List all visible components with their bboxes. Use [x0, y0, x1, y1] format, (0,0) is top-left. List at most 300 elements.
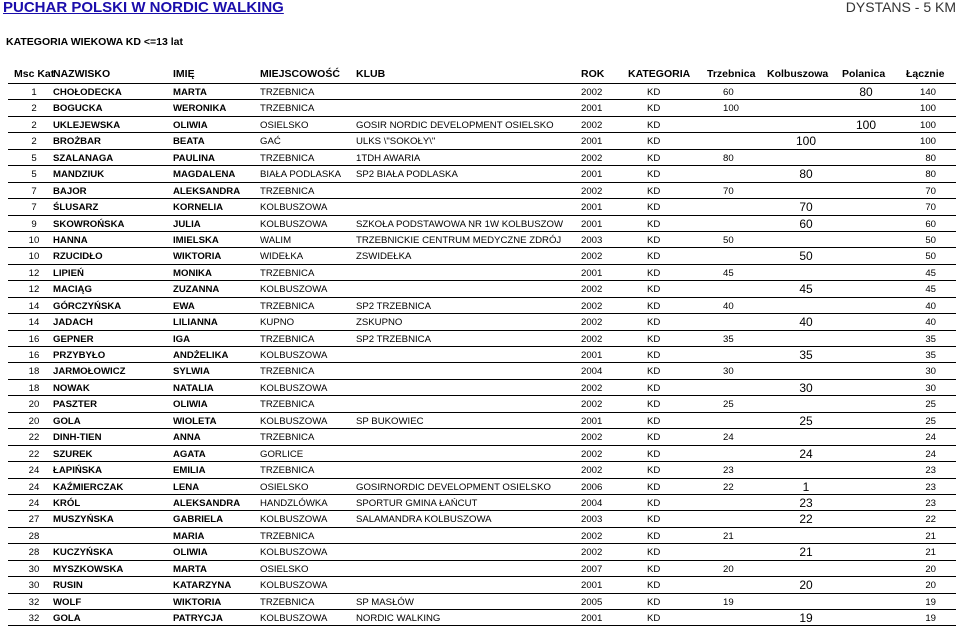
cell-kategoria: KD: [647, 136, 661, 148]
cell-imie: OLIWIA: [173, 119, 208, 131]
table-row: [0, 528, 960, 544]
cell-msc: 10: [28, 251, 40, 263]
cell-kategoria: KD: [647, 119, 661, 131]
cell-kolbuszowa: 35: [799, 348, 813, 362]
table-row: [0, 117, 960, 133]
cell-lacznie: 50: [925, 251, 936, 263]
cell-rok: 2002: [581, 399, 603, 411]
cell-kategoria: KD: [647, 284, 661, 296]
cell-lacznie: 40: [925, 300, 936, 312]
cell-rok: 2002: [581, 185, 603, 197]
cell-klub: SP BUKOWIEC: [356, 415, 424, 427]
table-row: [0, 610, 960, 626]
cell-msc: 24: [28, 481, 40, 493]
cell-miejscowosc: KOLBUSZOWA: [260, 382, 328, 394]
cell-kategoria: KD: [647, 169, 661, 181]
cell-imie: EMILIA: [173, 465, 206, 477]
cell-miejscowosc: WALIM: [260, 234, 292, 246]
cell-rok: 2007: [581, 563, 603, 575]
page-title[interactable]: PUCHAR POLSKI W NORDIC WALKING: [3, 0, 284, 16]
cell-rok: 2002: [581, 87, 603, 98]
cell-klub: ZSKUPNO: [356, 317, 403, 329]
cell-miejscowosc: TRZEBNICA: [260, 333, 315, 345]
cell-kategoria: KD: [647, 497, 661, 509]
cell-klub: SZKOŁA PODSTAWOWA NR 1W KOLBUSZOW: [356, 218, 563, 230]
cell-msc: 1: [31, 87, 37, 98]
cell-imie: KORNELIA: [173, 202, 224, 214]
cell-rok: 2002: [581, 300, 603, 312]
cell-nazwisko: SKOWROŃSKA: [53, 218, 125, 230]
cell-nazwisko: RZUCIDŁO: [53, 251, 103, 263]
cell-msc: 30: [28, 563, 40, 575]
cell-nazwisko: PASZTER: [53, 399, 98, 411]
cell-nazwisko: GOLA: [53, 415, 81, 427]
cell-miejscowosc: OSIELSKO: [260, 563, 309, 575]
cell-miejscowosc: TRZEBNICA: [260, 596, 315, 608]
cell-miejscowosc: TRZEBNICA: [260, 300, 315, 312]
cell-lacznie: 20: [925, 563, 936, 575]
cell-kolbuszowa: 22: [799, 512, 813, 527]
cell-msc: 12: [28, 267, 40, 279]
cell-kolbuszowa: 24: [799, 446, 813, 461]
cell-kolbuszowa: 23: [799, 495, 813, 510]
cell-lacznie: 30: [925, 382, 936, 394]
cell-kategoria: KD: [647, 547, 661, 559]
cell-klub: SP2 BIAŁA PODLASKA: [356, 169, 458, 181]
cell-miejscowosc: TRZEBNICA: [260, 366, 315, 378]
cell-klub: SP2 TRZEBNICA: [356, 333, 431, 345]
cell-kategoria: KD: [647, 514, 661, 526]
cell-trzebnica: 60: [723, 87, 734, 98]
cell-miejscowosc: TRZEBNICA: [260, 465, 315, 477]
cell-lacznie: 23: [925, 481, 936, 493]
cell-imie: ANDŻELIKA: [173, 350, 229, 361]
cell-miejscowosc: TRZEBNICA: [260, 267, 315, 279]
cell-miejscowosc: KOLBUSZOWA: [260, 284, 328, 296]
table-row: [0, 133, 960, 149]
cell-nazwisko: GOLA: [53, 613, 81, 624]
cell-kategoria: KD: [647, 366, 661, 378]
cell-lacznie: 60: [925, 218, 936, 230]
table-row: [0, 314, 960, 330]
cell-miejscowosc: BIAŁA PODLASKA: [260, 169, 342, 181]
cell-imie: LILIANNA: [173, 317, 218, 329]
cell-lacznie: 19: [925, 596, 936, 608]
cell-nazwisko: LIPIEŃ: [53, 267, 84, 279]
cell-kategoria: KD: [647, 234, 661, 246]
cell-kategoria: KD: [647, 267, 661, 279]
cell-klub: 1TDH AWARIA: [356, 152, 421, 164]
cell-lacznie: 23: [925, 465, 936, 477]
cell-kategoria: KD: [647, 448, 661, 460]
cell-miejscowosc: TRZEBNICA: [260, 103, 315, 115]
cell-kategoria: KD: [647, 465, 661, 477]
cell-rok: 2001: [581, 169, 603, 181]
cell-rok: 2001: [581, 202, 603, 214]
cell-lacznie: 24: [925, 432, 936, 444]
cell-msc: 24: [28, 497, 40, 509]
table-row: [0, 462, 960, 478]
cell-msc: 2: [31, 119, 37, 131]
cell-imie: MARTA: [173, 87, 207, 98]
cell-msc: 5: [31, 152, 37, 164]
cell-kategoria: KD: [647, 596, 661, 608]
table-row: [0, 495, 960, 511]
cell-lacznie: 70: [925, 202, 936, 214]
cell-trzebnica: 45: [723, 267, 734, 279]
cell-imie: MARTA: [173, 563, 207, 575]
cell-nazwisko: GEPNER: [53, 333, 94, 345]
cell-nazwisko: UKLEJEWSKA: [53, 119, 121, 131]
cell-imie: WIKTORIA: [173, 251, 222, 263]
col-msc-kat: Msc Kat: [14, 68, 55, 80]
cell-kolbuszowa: 30: [799, 380, 813, 395]
cell-lacznie: 22: [925, 514, 936, 526]
cell-nazwisko: JADACH: [53, 317, 93, 329]
cell-msc: 2: [31, 136, 37, 148]
col-imie: IMIĘ: [173, 68, 195, 80]
cell-msc: 22: [28, 432, 40, 444]
cell-kategoria: KD: [647, 218, 661, 230]
cell-nazwisko: BAJOR: [53, 185, 87, 197]
cell-lacznie: 40: [925, 317, 936, 329]
table-row: [0, 232, 960, 248]
cell-msc: 7: [31, 185, 37, 197]
cell-lacznie: 70: [925, 185, 936, 197]
cell-lacznie: 100: [919, 103, 936, 115]
cell-klub: ZSWIDEŁKA: [356, 251, 412, 263]
cell-nazwisko: ŁAPIŃSKA: [53, 465, 103, 477]
cell-miejscowosc: KOLBUSZOWA: [260, 514, 328, 526]
cell-msc: 7: [31, 202, 37, 214]
col-kolbuszowa: Kolbuszowa: [767, 68, 829, 80]
cell-nazwisko: PRZYBYŁO: [53, 350, 106, 361]
cell-rok: 2001: [581, 136, 603, 148]
cell-lacznie: 20: [925, 580, 936, 592]
category-label: KATEGORIA WIEKOWA KD <=13 lat: [6, 36, 183, 48]
cell-imie: GABRIELA: [173, 514, 224, 526]
col-kategoria: KATEGORIA: [628, 68, 691, 80]
cell-rok: 2002: [581, 432, 603, 444]
cell-imie: MAGDALENA: [173, 169, 236, 181]
table-row: [0, 216, 960, 232]
col-nazwisko: NAZWISKO: [53, 68, 111, 80]
cell-imie: SYLWIA: [173, 366, 210, 378]
table-row: [0, 544, 960, 560]
cell-rok: 2001: [581, 350, 603, 361]
cell-trzebnica: 20: [723, 563, 734, 575]
cell-klub: SP MASŁÓW: [356, 596, 414, 608]
table-row: [0, 479, 960, 495]
cell-kolbuszowa: 80: [799, 167, 813, 182]
table-row: [0, 183, 960, 199]
cell-imie: BEATA: [173, 136, 205, 148]
cell-msc: 27: [28, 514, 40, 526]
cell-kategoria: KD: [647, 580, 661, 592]
cell-lacznie: 21: [925, 530, 936, 542]
cell-lacznie: 50: [925, 234, 936, 246]
cell-klub: GOSIRNORDIC DEVELOPMENT OSIELSKO: [356, 481, 551, 493]
cell-trzebnica: 30: [723, 366, 734, 378]
cell-rok: 2001: [581, 580, 603, 592]
cell-nazwisko: RUSIN: [53, 580, 83, 592]
table-row: [0, 331, 960, 347]
cell-imie: MARIA: [173, 530, 205, 542]
cell-kolbuszowa: 20: [799, 578, 813, 593]
cell-rok: 2002: [581, 448, 603, 460]
cell-nazwisko: NOWAK: [53, 382, 90, 394]
cell-lacznie: 80: [925, 152, 936, 164]
table-row: [0, 594, 960, 610]
cell-kategoria: KD: [647, 152, 661, 164]
cell-msc: 14: [28, 300, 40, 312]
table-row: [0, 577, 960, 593]
cell-lacznie: 45: [925, 284, 936, 296]
col-klub: KLUB: [356, 68, 386, 80]
cell-lacznie: 30: [925, 366, 936, 378]
cell-msc: 16: [28, 333, 40, 345]
cell-trzebnica: 21: [723, 530, 734, 542]
cell-kategoria: KD: [647, 415, 661, 427]
cell-miejscowosc: OSIELSKO: [260, 119, 309, 131]
cell-imie: EWA: [173, 300, 195, 312]
cell-imie: ANNA: [173, 432, 201, 444]
cell-imie: NATALIA: [173, 382, 214, 394]
cell-trzebnica: 70: [723, 185, 734, 197]
cell-miejscowosc: TRZEBNICA: [260, 185, 315, 197]
cell-nazwisko: KAŹMIERCZAK: [53, 481, 124, 493]
cell-nazwisko: JARMOŁOWICZ: [53, 366, 126, 378]
cell-klub: GOSIR NORDIC DEVELOPMENT OSIELSKO: [356, 119, 554, 131]
cell-trzebnica: 80: [723, 152, 734, 164]
cell-nazwisko: KRÓL: [53, 497, 81, 509]
table-row: [0, 298, 960, 314]
cell-kategoria: KD: [647, 350, 661, 361]
cell-klub: NORDIC WALKING: [356, 613, 441, 624]
cell-kolbuszowa: 19: [799, 611, 813, 625]
cell-rok: 2001: [581, 267, 603, 279]
cell-imie: WERONIKA: [173, 103, 227, 115]
cell-msc: 32: [28, 613, 40, 624]
cell-kategoria: KD: [647, 399, 661, 411]
table-row: [0, 380, 960, 396]
table-row: [0, 265, 960, 281]
cell-nazwisko: MANDZIUK: [53, 169, 105, 181]
cell-msc: 16: [28, 350, 40, 361]
cell-kategoria: KD: [647, 317, 661, 329]
cell-trzebnica: 50: [723, 234, 734, 246]
cell-rok: 2002: [581, 547, 603, 559]
cell-imie: JULIA: [173, 218, 201, 230]
col-lacznie: Łącznie: [906, 68, 945, 80]
cell-kategoria: KD: [647, 185, 661, 197]
cell-imie: AGATA: [173, 448, 206, 460]
cell-lacznie: 23: [925, 497, 936, 509]
cell-kolbuszowa: 40: [799, 315, 813, 330]
cell-miejscowosc: KUPNO: [260, 317, 295, 329]
cell-msc: 20: [28, 399, 40, 411]
cell-polanica: 80: [859, 85, 873, 99]
cell-polanica: 100: [855, 117, 877, 132]
cell-kategoria: KD: [647, 103, 661, 115]
cell-lacznie: 24: [925, 448, 936, 460]
cell-kategoria: KD: [647, 481, 661, 493]
cell-kolbuszowa: 60: [799, 216, 813, 231]
cell-kolbuszowa: 70: [799, 200, 813, 215]
cell-kategoria: KD: [647, 300, 661, 312]
cell-msc: 18: [28, 382, 40, 394]
cell-lacznie: 21: [925, 547, 936, 559]
cell-rok: 2002: [581, 465, 603, 477]
cell-trzebnica: 35: [723, 333, 734, 345]
cell-miejscowosc: KOLBUSZOWA: [260, 580, 328, 592]
cell-nazwisko: MUSZYŃSKA: [53, 514, 114, 526]
cell-kategoria: KD: [647, 432, 661, 444]
table-row: [0, 347, 960, 363]
cell-lacznie: 35: [925, 333, 936, 345]
table-header: [0, 68, 960, 82]
cell-rok: 2001: [581, 218, 603, 230]
cell-msc: 20: [28, 415, 40, 427]
table-row: [0, 511, 960, 527]
cell-msc: 30: [28, 580, 40, 592]
cell-miejscowosc: KOLBUSZOWA: [260, 350, 328, 361]
cell-rok: 2002: [581, 317, 603, 329]
table-row: [0, 100, 960, 116]
cell-kategoria: KD: [647, 563, 661, 575]
cell-imie: OLIWIA: [173, 547, 208, 559]
cell-lacznie: 35: [925, 350, 936, 361]
cell-miejscowosc: OSIELSKO: [260, 481, 309, 493]
cell-trzebnica: 100: [723, 103, 740, 115]
cell-kolbuszowa: 1: [802, 479, 810, 494]
cell-msc: 24: [28, 465, 40, 477]
cell-miejscowosc: KOLBUSZOWA: [260, 415, 328, 427]
cell-kolbuszowa: 50: [799, 249, 813, 264]
col-rok: ROK: [581, 68, 605, 80]
cell-imie: ALEKSANDRA: [173, 497, 241, 509]
cell-imie: IMIELSKA: [173, 234, 219, 246]
cell-trzebnica: 24: [723, 432, 734, 444]
table-row: [0, 281, 960, 297]
cell-klub: TRZEBNICKIE CENTRUM MEDYCZNE ZDRÓJ: [356, 234, 562, 246]
cell-kategoria: KD: [647, 333, 661, 345]
cell-lacznie: 100: [919, 136, 936, 148]
cell-msc: 32: [28, 596, 40, 608]
cell-nazwisko: DINH-TIEN: [53, 432, 102, 444]
cell-nazwisko: BOGUCKA: [53, 103, 103, 115]
cell-miejscowosc: TRZEBNICA: [260, 87, 315, 98]
cell-miejscowosc: TRZEBNICA: [260, 152, 315, 164]
cell-klub: SALAMANDRA KOLBUSZOWA: [356, 514, 492, 526]
col-miejscowosc: MIEJSCOWOŚĆ: [260, 68, 340, 80]
cell-msc: 10: [28, 234, 40, 246]
cell-kolbuszowa: 21: [799, 545, 813, 560]
table-row: [0, 429, 960, 445]
cell-trzebnica: 23: [723, 465, 734, 477]
cell-lacznie: 45: [925, 267, 936, 279]
table-row: [0, 84, 960, 100]
table-row: [0, 363, 960, 379]
cell-lacznie: 80: [925, 169, 936, 181]
cell-nazwisko: MYSZKOWSKA: [53, 563, 124, 575]
cell-rok: 2004: [581, 497, 603, 509]
cell-miejscowosc: HANDZLÓWKA: [260, 497, 328, 509]
cell-nazwisko: MACIĄG: [53, 284, 92, 296]
cell-nazwisko: CHOŁODECKA: [53, 87, 122, 98]
cell-lacznie: 140: [919, 87, 936, 98]
table-row: [0, 561, 960, 577]
cell-imie: PATRYCJA: [173, 613, 223, 624]
cell-rok: 2002: [581, 382, 603, 394]
cell-rok: 2002: [581, 251, 603, 263]
cell-miejscowosc: TRZEBNICA: [260, 432, 315, 444]
cell-rok: 2002: [581, 152, 603, 164]
cell-rok: 2003: [581, 514, 603, 526]
table-row: [0, 248, 960, 264]
cell-rok: 2003: [581, 234, 603, 246]
cell-kategoria: KD: [647, 613, 661, 624]
cell-nazwisko: SZALANAGA: [53, 152, 114, 164]
cell-miejscowosc: TRZEBNICA: [260, 530, 315, 542]
cell-nazwisko: SZUREK: [53, 448, 93, 460]
cell-rok: 2004: [581, 366, 603, 378]
cell-klub: ULKS \"SOKOŁY\": [356, 136, 436, 148]
cell-imie: PAULINA: [173, 152, 215, 164]
cell-kategoria: KD: [647, 202, 661, 214]
cell-imie: WIKTORIA: [173, 596, 222, 608]
cell-rok: 2001: [581, 613, 603, 624]
cell-msc: 28: [28, 530, 40, 542]
cell-imie: MONIKA: [173, 267, 212, 279]
cell-miejscowosc: TRZEBNICA: [260, 399, 315, 411]
cell-nazwisko: BROŻBAR: [53, 136, 101, 148]
cell-miejscowosc: GORLICE: [260, 448, 304, 460]
cell-nazwisko: ŚLUSARZ: [53, 202, 99, 214]
cell-rok: 2001: [581, 103, 603, 115]
cell-lacznie: 25: [925, 399, 936, 411]
cell-kolbuszowa: 25: [799, 413, 813, 428]
cell-lacznie: 19: [925, 613, 936, 624]
table-row: [0, 413, 960, 429]
cell-kolbuszowa: 45: [799, 282, 813, 297]
cell-msc: 28: [28, 547, 40, 559]
table-row: [0, 150, 960, 166]
cell-klub: SP2 TRZEBNICA: [356, 300, 431, 312]
cell-nazwisko: HANNA: [53, 234, 88, 246]
cell-msc: 18: [28, 366, 40, 378]
cell-miejscowosc: GAĆ: [260, 136, 281, 148]
cell-miejscowosc: KOLBUSZOWA: [260, 202, 328, 214]
table-row: [0, 166, 960, 182]
cell-imie: OLIWIA: [173, 399, 208, 411]
cell-nazwisko: KUCZYŃSKA: [53, 547, 114, 559]
row-divider: [8, 625, 956, 626]
cell-kategoria: KD: [647, 87, 661, 98]
cell-lacznie: 100: [919, 119, 936, 131]
cell-imie: LENA: [173, 481, 200, 493]
distance-label: DYSTANS - 5 KM: [845, 0, 956, 15]
cell-lacznie: 25: [925, 415, 936, 427]
col-trzebnica: Trzebnica: [707, 68, 756, 80]
cell-rok: 2002: [581, 284, 603, 296]
table-row: [0, 446, 960, 462]
cell-miejscowosc: WIDEŁKA: [260, 251, 304, 263]
cell-rok: 2002: [581, 333, 603, 345]
cell-rok: 2002: [581, 530, 603, 542]
cell-rok: 2002: [581, 119, 603, 131]
cell-imie: IGA: [173, 333, 191, 345]
